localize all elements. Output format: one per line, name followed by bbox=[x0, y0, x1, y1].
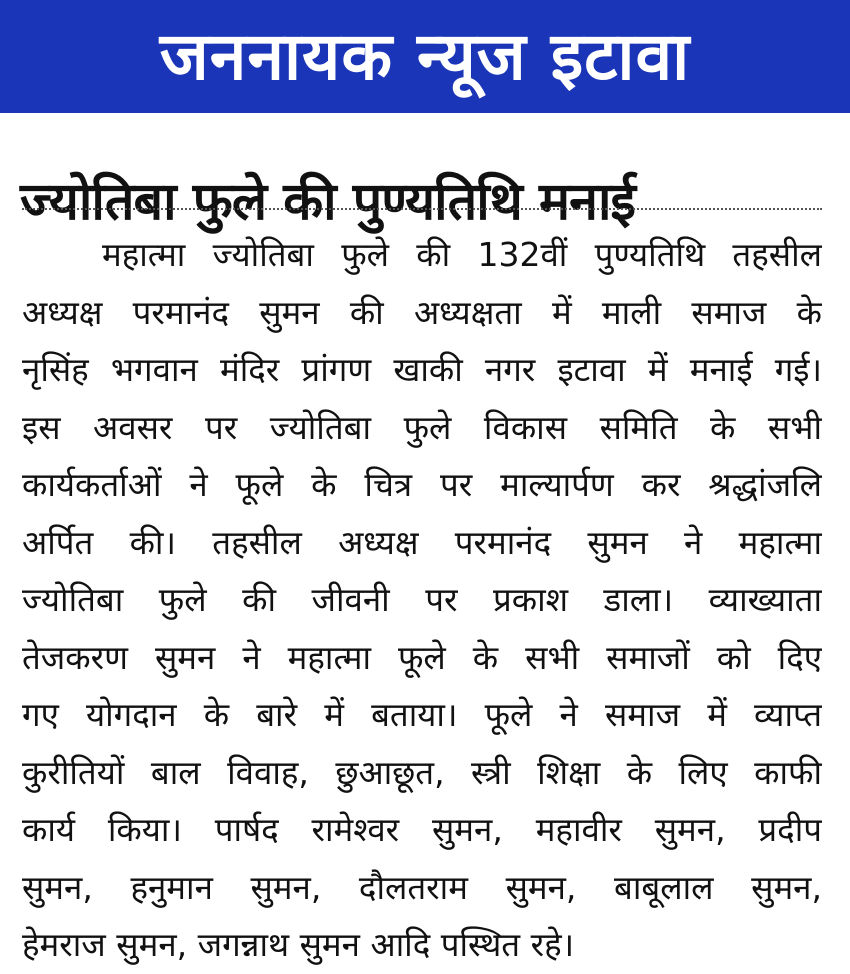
article-line: ज्योतिबा फुले की जीवनी पर प्रकाश डाला। व्याख्याता bbox=[22, 580, 822, 619]
newspaper-title: जननायक न्यूज इटावा bbox=[159, 17, 691, 95]
article-line: तेजकरण सुमन ने महात्मा फूले के सभी समाजों को दिए bbox=[22, 637, 822, 677]
article-line: महात्मा ज्योतिबा फुले की 132वीं पुण्यतिथि तहसील bbox=[102, 235, 822, 274]
article-line: हेमराज सुमन, जगन्नाथ सुमन आदि पस्थित रहे। bbox=[22, 925, 575, 964]
article-headline: ज्योतिबा फुले की पुण्यतिथि मनाई bbox=[20, 171, 635, 232]
article-body bbox=[22, 226, 822, 974]
article-line: अर्पित की। तहसील अध्यक्ष परमानंद सुमन ने महात्मा bbox=[22, 522, 822, 562]
article-line: गए योगदान के बारे में बताया। फूले ने समाज में व्याप्त bbox=[22, 695, 822, 734]
article-line: कार्यकर्ताओं ने फूले के चित्र पर माल्यार्पण कर श्रद्धांजलि bbox=[22, 465, 822, 504]
article-line: कार्य किया। पार्षद रामेश्वर सुमन, महावीर सुमन, प्रदीप bbox=[22, 810, 822, 849]
article-line: सुमन, हनुमान सुमन, दौलतराम सुमन, बाबूलाल सुमन, bbox=[22, 867, 822, 907]
headline-divider bbox=[22, 208, 822, 210]
article-line: नृसिंह भगवान मंदिर प्रांगण खाकी नगर इटावा में मनाई गई। bbox=[22, 350, 822, 389]
article-line: इस अवसर पर ज्योतिबा फुले विकास समिति के सभी bbox=[22, 407, 822, 447]
article-line: अध्यक्ष परमानंद सुमन की अध्यक्षता में माली समाज के bbox=[22, 292, 822, 332]
article-line: कुरीतियों बाल विवाह, छुआछूत, स्त्री शिक्षा के लिए काफी bbox=[22, 752, 822, 792]
masthead-banner bbox=[0, 0, 850, 113]
